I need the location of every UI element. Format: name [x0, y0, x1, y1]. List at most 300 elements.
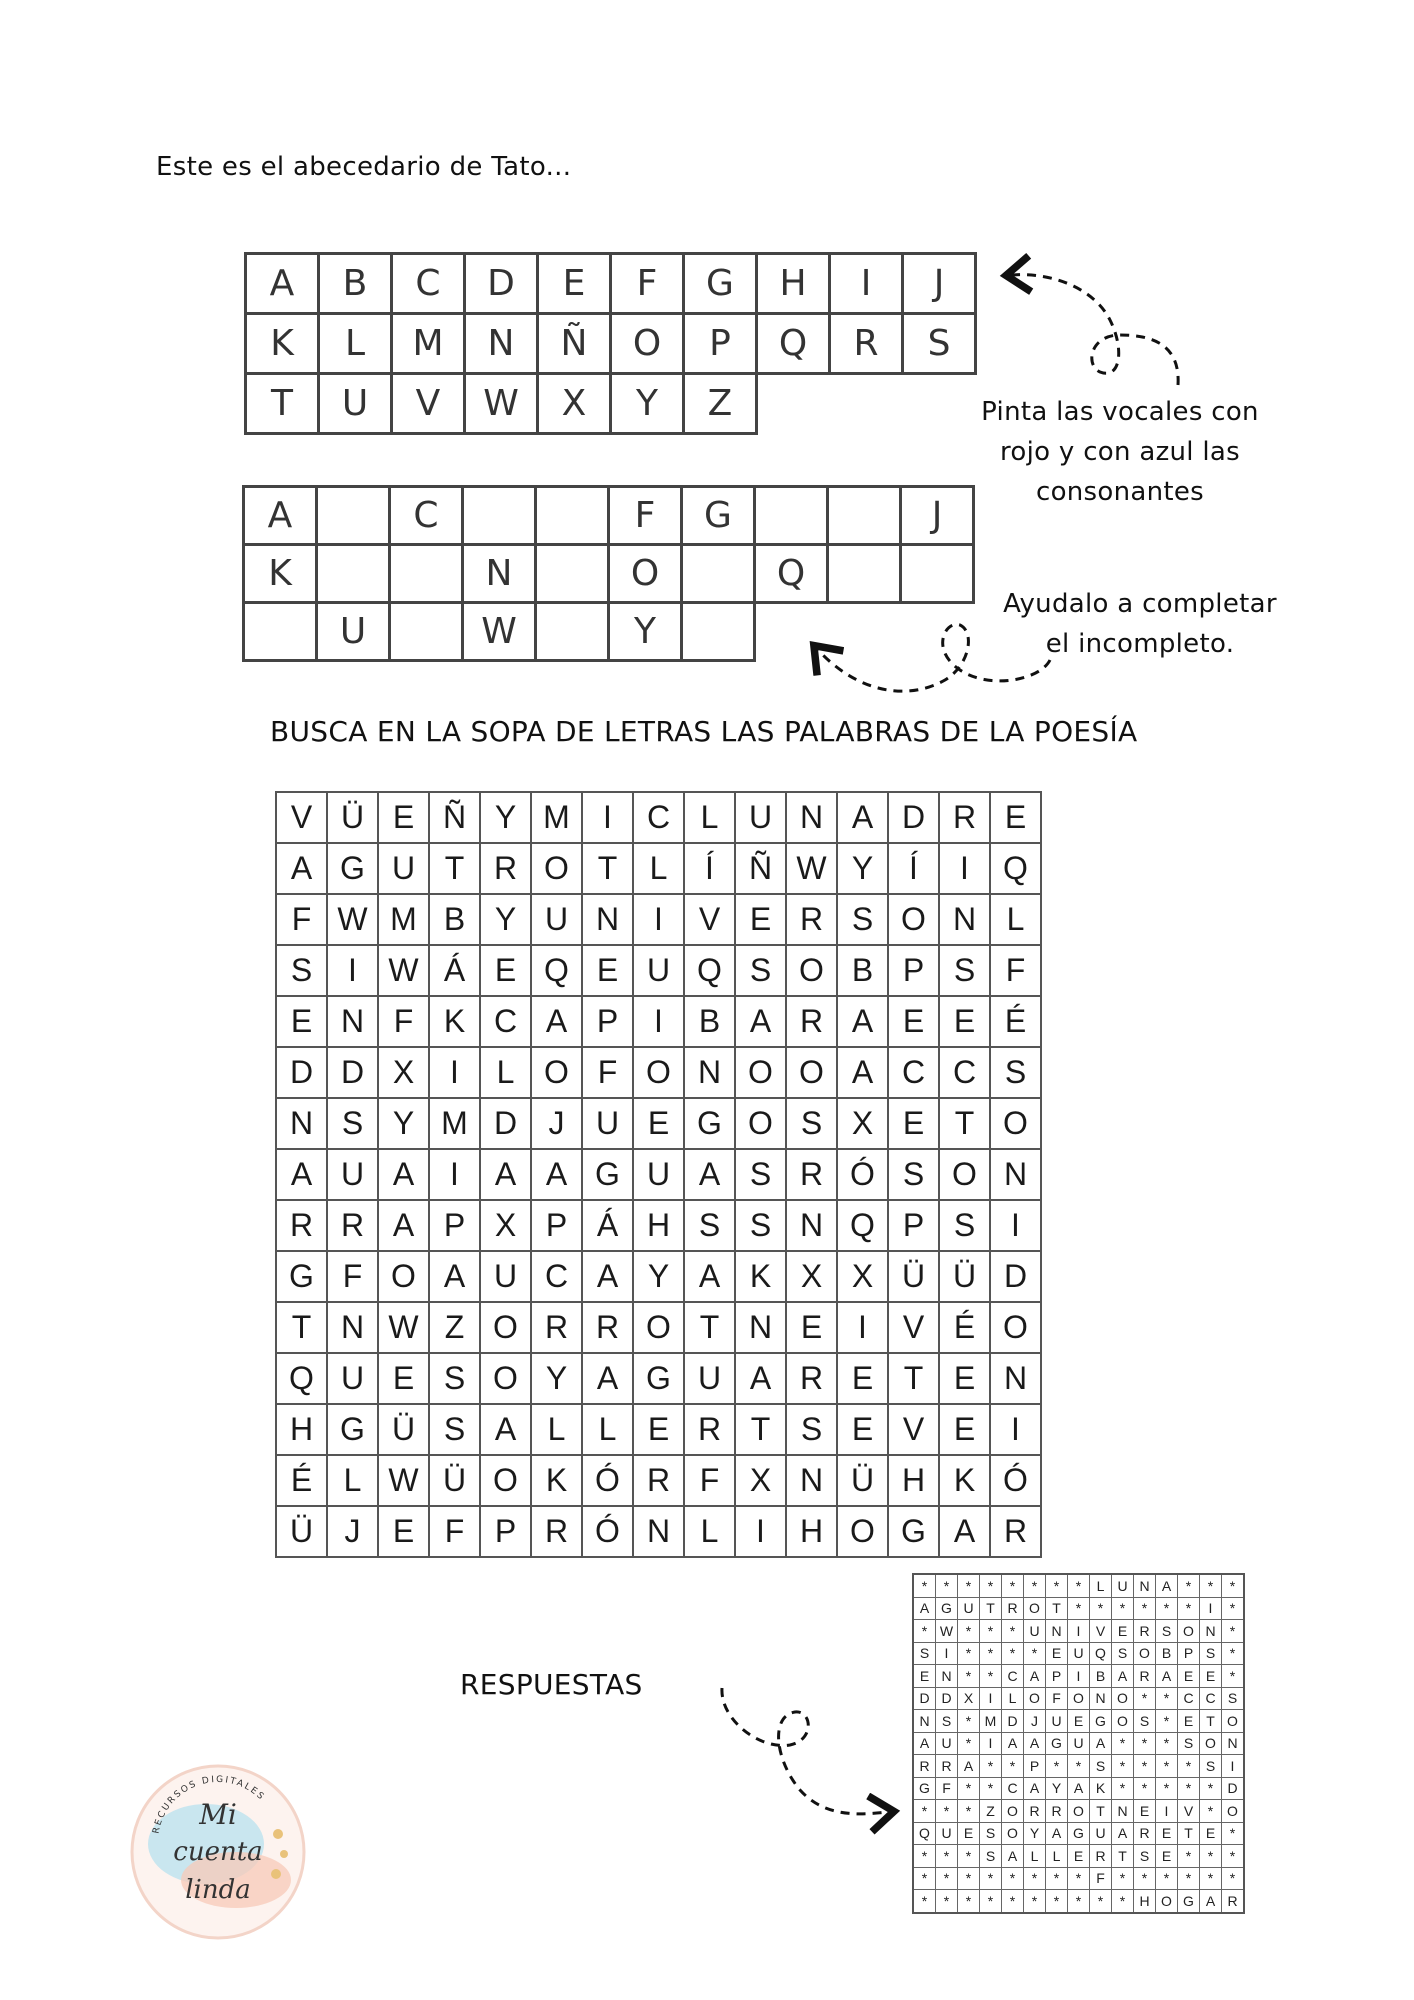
- letter-cell: O: [786, 945, 837, 996]
- letter-cell: N: [990, 1149, 1041, 1200]
- answer-cell: *: [1046, 1890, 1068, 1913]
- letter-cell: Q: [990, 843, 1041, 894]
- letter-cell: Q: [837, 1200, 888, 1251]
- letter-cell: N: [327, 1302, 378, 1353]
- letter-cell: N: [582, 894, 633, 945]
- answers-label: RESPUESTAS: [460, 1668, 643, 1701]
- answer-cell: T: [1046, 1597, 1068, 1620]
- answer-cell: A: [1112, 1822, 1134, 1845]
- answer-cell: *: [958, 1665, 980, 1688]
- answer-cell: *: [1068, 1867, 1090, 1890]
- letter-cell: E: [888, 996, 939, 1047]
- answer-cell: U: [1068, 1642, 1090, 1665]
- answer-cell: U: [1046, 1710, 1068, 1733]
- arrow-to-incomplete-icon: [818, 624, 1050, 691]
- answer-cell: M: [980, 1710, 1002, 1733]
- letter-cell: Ü: [429, 1455, 480, 1506]
- letter-cell: I: [735, 1506, 786, 1557]
- answer-cell: W: [936, 1620, 958, 1643]
- answer-cell: A: [1002, 1845, 1024, 1868]
- answer-cell: C: [1178, 1687, 1200, 1710]
- letter-cell: S: [837, 894, 888, 945]
- alphabet-cell: K: [246, 314, 319, 374]
- letter-cell: X: [735, 1455, 786, 1506]
- answer-cell: E: [913, 1665, 936, 1688]
- letter-cell: A: [276, 1149, 327, 1200]
- answer-cell: E: [1178, 1710, 1200, 1733]
- answer-cell: U: [936, 1732, 958, 1755]
- answer-cell: *: [1156, 1597, 1178, 1620]
- letter-cell: U: [327, 1353, 378, 1404]
- letter-cell: U: [327, 1149, 378, 1200]
- answer-cell: *: [1002, 1574, 1024, 1597]
- answer-cell: N: [1046, 1620, 1068, 1643]
- alphabet-cell: A: [246, 254, 319, 314]
- letter-cell: Ó: [582, 1455, 633, 1506]
- answer-cell: N: [1134, 1574, 1156, 1597]
- answer-cell: *: [936, 1867, 958, 1890]
- letter-cell: A: [837, 792, 888, 843]
- answer-cell: *: [913, 1867, 936, 1890]
- letter-cell: N: [786, 792, 837, 843]
- alphabet-blank-cell: C: [390, 487, 463, 545]
- answer-cell: I: [1222, 1755, 1245, 1778]
- letter-cell: O: [531, 843, 582, 894]
- letter-cell: O: [990, 1302, 1041, 1353]
- letter-cell: R: [786, 1353, 837, 1404]
- letter-cell: V: [888, 1404, 939, 1455]
- letter-cell: X: [786, 1251, 837, 1302]
- answer-cell: H: [1134, 1890, 1156, 1913]
- alphabet-blank-cell: N: [463, 545, 536, 603]
- letter-cell: R: [531, 1506, 582, 1557]
- answer-cell: U: [1090, 1822, 1112, 1845]
- letter-cell: Z: [429, 1302, 480, 1353]
- letter-cell: I: [633, 894, 684, 945]
- letter-cell: N: [276, 1098, 327, 1149]
- letter-cell: E: [888, 1098, 939, 1149]
- answer-cell: O: [1134, 1642, 1156, 1665]
- answer-cell: L: [1002, 1687, 1024, 1710]
- logo-word-2: cuenta: [173, 1837, 263, 1867]
- letter-cell: R: [582, 1302, 633, 1353]
- alphabet-cell: T: [246, 374, 319, 434]
- letter-cell: E: [939, 996, 990, 1047]
- letter-cell: V: [276, 792, 327, 843]
- answer-cell: R: [936, 1755, 958, 1778]
- answer-cell: S: [1200, 1642, 1222, 1665]
- alphabet-cell: S: [903, 314, 976, 374]
- answer-cell: E: [958, 1822, 980, 1845]
- answer-cell: Y: [1024, 1822, 1046, 1845]
- letter-cell: Y: [378, 1098, 429, 1149]
- answer-cell: *: [1178, 1755, 1200, 1778]
- answer-cell: *: [1024, 1642, 1046, 1665]
- letter-cell: J: [327, 1506, 378, 1557]
- letter-cell: P: [531, 1200, 582, 1251]
- alphabet-cell: N: [465, 314, 538, 374]
- answer-cell: A: [1002, 1732, 1024, 1755]
- letter-cell: H: [276, 1404, 327, 1455]
- answer-cell: D: [913, 1687, 936, 1710]
- letter-cell: U: [480, 1251, 531, 1302]
- alphabet-blank-cell: Q: [755, 545, 828, 603]
- letter-cell: R: [276, 1200, 327, 1251]
- letter-cell: Y: [837, 843, 888, 894]
- answer-cell: E: [1134, 1800, 1156, 1823]
- letter-cell: E: [378, 1353, 429, 1404]
- letter-cell: U: [735, 792, 786, 843]
- answer-cell: *: [1002, 1867, 1024, 1890]
- letter-cell: U: [582, 1098, 633, 1149]
- answer-cell: *: [1178, 1574, 1200, 1597]
- letter-cell: F: [990, 945, 1041, 996]
- letter-cell: I: [582, 792, 633, 843]
- letter-cell: E: [276, 996, 327, 1047]
- logo-icon: [128, 1762, 308, 1942]
- answer-cell: V: [1178, 1800, 1200, 1823]
- letter-cell: T: [735, 1404, 786, 1455]
- letter-cell: N: [990, 1353, 1041, 1404]
- answer-cell: *: [1046, 1755, 1068, 1778]
- letter-cell: G: [276, 1251, 327, 1302]
- answer-cell: U: [936, 1822, 958, 1845]
- answer-cell: *: [1046, 1574, 1068, 1597]
- answer-cell: E: [1200, 1665, 1222, 1688]
- alphabet-cell: G: [684, 254, 757, 314]
- answer-cell: S: [1178, 1732, 1200, 1755]
- letter-cell: I: [990, 1404, 1041, 1455]
- answer-cell: *: [1156, 1732, 1178, 1755]
- answer-cell: F: [936, 1777, 958, 1800]
- letter-cell: K: [531, 1455, 582, 1506]
- answer-cell: Q: [913, 1822, 936, 1845]
- letter-cell: B: [837, 945, 888, 996]
- answer-cell: *: [1222, 1845, 1245, 1868]
- letter-cell: Q: [276, 1353, 327, 1404]
- answer-cell: *: [1002, 1890, 1024, 1913]
- answer-cell: *: [1156, 1710, 1178, 1733]
- answer-cell: *: [958, 1845, 980, 1868]
- letter-cell: S: [429, 1404, 480, 1455]
- answer-cell: I: [1156, 1800, 1178, 1823]
- alphabet-blank-cell: W: [463, 603, 536, 661]
- answer-cell: S: [1156, 1620, 1178, 1643]
- answer-cell: R: [1134, 1620, 1156, 1643]
- answer-cell: R: [1024, 1800, 1046, 1823]
- answer-cell: O: [1222, 1800, 1245, 1823]
- letter-cell: Y: [633, 1251, 684, 1302]
- letter-cell: Ü: [837, 1455, 888, 1506]
- letter-cell: W: [327, 894, 378, 945]
- answer-cell: G: [1178, 1890, 1200, 1913]
- answer-cell: A: [1024, 1732, 1046, 1755]
- answer-cell: *: [958, 1777, 980, 1800]
- letter-cell: R: [327, 1200, 378, 1251]
- instruction-complete-line: el incompleto.: [1045, 629, 1235, 659]
- letter-cell: X: [480, 1200, 531, 1251]
- answer-cell: *: [913, 1890, 936, 1913]
- letter-cell: Ü: [939, 1251, 990, 1302]
- answer-cell: O: [1178, 1620, 1200, 1643]
- arrow-to-answers-icon: [722, 1688, 888, 1814]
- answer-cell: E: [1200, 1822, 1222, 1845]
- letter-cell: L: [480, 1047, 531, 1098]
- answer-cell: N: [1222, 1732, 1245, 1755]
- letter-cell: E: [735, 894, 786, 945]
- answer-cell: G: [1046, 1732, 1068, 1755]
- answer-cell: *: [1200, 1777, 1222, 1800]
- answer-cell: C: [1200, 1687, 1222, 1710]
- answer-cell: O: [1002, 1822, 1024, 1845]
- answer-cell: A: [1068, 1777, 1090, 1800]
- answer-cell: *: [1178, 1597, 1200, 1620]
- letter-cell: M: [429, 1098, 480, 1149]
- instruction-paint-line: consonantes: [1035, 477, 1205, 507]
- letter-cell: R: [786, 894, 837, 945]
- letter-cell: E: [837, 1404, 888, 1455]
- letter-cell: C: [939, 1047, 990, 1098]
- letter-cell: T: [582, 843, 633, 894]
- alphabet-cell: B: [319, 254, 392, 314]
- letter-cell: E: [378, 1506, 429, 1557]
- letter-cell: G: [327, 843, 378, 894]
- answer-cell: A: [1156, 1574, 1178, 1597]
- answer-cell: *: [1112, 1867, 1134, 1890]
- answer-cell: *: [1222, 1665, 1245, 1688]
- letter-cell: L: [684, 1506, 735, 1557]
- answer-cell: *: [913, 1574, 936, 1597]
- letter-cell: L: [531, 1404, 582, 1455]
- alphabet-cell: D: [465, 254, 538, 314]
- answer-cell: *: [1112, 1755, 1134, 1778]
- letter-cell: Ü: [888, 1251, 939, 1302]
- alphabet-cell: U: [319, 374, 392, 434]
- letter-cell: R: [786, 996, 837, 1047]
- answer-cell: I: [936, 1642, 958, 1665]
- answer-cell: A: [1024, 1665, 1046, 1688]
- letter-cell: U: [531, 894, 582, 945]
- letter-cell: V: [888, 1302, 939, 1353]
- answer-cell: T: [1200, 1710, 1222, 1733]
- letter-cell: E: [939, 1353, 990, 1404]
- instruction-paint-line: rojo y con azul las: [1000, 437, 1240, 467]
- instruction-complete-line: Ayudalo a completar: [1003, 589, 1277, 619]
- letter-cell: O: [837, 1506, 888, 1557]
- answer-cell: E: [1156, 1822, 1178, 1845]
- answer-cell: S: [936, 1710, 958, 1733]
- alphabet-cell: F: [611, 254, 684, 314]
- answer-cell: F: [1090, 1867, 1112, 1890]
- answer-cell: S: [1222, 1687, 1245, 1710]
- answer-cell: *: [980, 1642, 1002, 1665]
- letter-cell: X: [837, 1098, 888, 1149]
- letter-cell: A: [531, 1149, 582, 1200]
- answer-cell: I: [980, 1732, 1002, 1755]
- answer-cell: *: [980, 1777, 1002, 1800]
- letter-cell: I: [633, 996, 684, 1047]
- answer-cell: R: [1134, 1822, 1156, 1845]
- answer-cell: *: [936, 1800, 958, 1823]
- letter-cell: W: [786, 843, 837, 894]
- instruction-paint-line: Pinta las vocales con: [981, 397, 1259, 427]
- answer-cell: *: [1068, 1597, 1090, 1620]
- letter-cell: O: [939, 1149, 990, 1200]
- answer-cell: *: [1156, 1867, 1178, 1890]
- letter-cell: G: [327, 1404, 378, 1455]
- letter-cell: S: [735, 1200, 786, 1251]
- alphabet-cell: J: [903, 254, 976, 314]
- letter-cell: D: [990, 1251, 1041, 1302]
- answer-cell: T: [1090, 1800, 1112, 1823]
- answer-cell: I: [1068, 1665, 1090, 1688]
- letter-cell: G: [888, 1506, 939, 1557]
- letter-cell: S: [786, 1098, 837, 1149]
- answer-cell: *: [936, 1574, 958, 1597]
- alphabet-cell: Z: [684, 374, 757, 434]
- letter-cell: D: [276, 1047, 327, 1098]
- answer-cell: *: [1090, 1890, 1112, 1913]
- answer-cell: *: [980, 1867, 1002, 1890]
- letter-cell: E: [990, 792, 1041, 843]
- answer-cell: *: [1134, 1777, 1156, 1800]
- letter-cell: W: [378, 1302, 429, 1353]
- letter-cell: U: [684, 1353, 735, 1404]
- answer-cell: S: [1112, 1642, 1134, 1665]
- letter-cell: O: [480, 1302, 531, 1353]
- letter-cell: Y: [480, 792, 531, 843]
- alphabet-cell: R: [830, 314, 903, 374]
- letter-cell: N: [684, 1047, 735, 1098]
- answer-cell: *: [1200, 1845, 1222, 1868]
- letter-cell: É: [990, 996, 1041, 1047]
- alphabet-cell: P: [684, 314, 757, 374]
- answer-cell: R: [1090, 1845, 1112, 1868]
- letter-cell: Y: [480, 894, 531, 945]
- answer-cell: A: [1090, 1732, 1112, 1755]
- answer-cell: A: [1046, 1822, 1068, 1845]
- letter-cell: A: [429, 1251, 480, 1302]
- letter-cell: E: [633, 1098, 684, 1149]
- answer-cell: *: [1134, 1755, 1156, 1778]
- letter-cell: L: [990, 894, 1041, 945]
- letter-cell: A: [276, 843, 327, 894]
- letter-cell: G: [633, 1353, 684, 1404]
- answer-cell: O: [1156, 1890, 1178, 1913]
- letter-cell: G: [582, 1149, 633, 1200]
- answer-cell: R: [1134, 1665, 1156, 1688]
- letter-cell: I: [429, 1149, 480, 1200]
- answer-cell: *: [1112, 1890, 1134, 1913]
- alphabet-cell: H: [757, 254, 830, 314]
- answer-cell: N: [1090, 1687, 1112, 1710]
- letter-cell: P: [429, 1200, 480, 1251]
- letter-cell: W: [378, 1455, 429, 1506]
- letter-cell: Ó: [582, 1506, 633, 1557]
- answer-cell: *: [1024, 1574, 1046, 1597]
- letter-cell: D: [327, 1047, 378, 1098]
- letter-cell: H: [633, 1200, 684, 1251]
- letter-cell: X: [837, 1251, 888, 1302]
- letter-cell: Ü: [327, 792, 378, 843]
- answer-cell: *: [1046, 1867, 1068, 1890]
- answer-cell: *: [958, 1620, 980, 1643]
- letter-cell: Ó: [837, 1149, 888, 1200]
- answer-cell: C: [1002, 1777, 1024, 1800]
- answer-cell: *: [1178, 1867, 1200, 1890]
- letter-cell: T: [939, 1098, 990, 1149]
- alphabet-cell: W: [465, 374, 538, 434]
- letter-cell: O: [990, 1098, 1041, 1149]
- letter-cell: Y: [531, 1353, 582, 1404]
- letter-cell: N: [327, 996, 378, 1047]
- alphabet-blank-cell: G: [682, 487, 755, 545]
- letter-cell: U: [633, 945, 684, 996]
- answer-cell: L: [1024, 1845, 1046, 1868]
- answer-cell: *: [958, 1890, 980, 1913]
- answer-cell: I: [980, 1687, 1002, 1710]
- letter-cell: Ñ: [735, 843, 786, 894]
- letter-cell: T: [888, 1353, 939, 1404]
- letter-cell: I: [429, 1047, 480, 1098]
- letter-cell: O: [633, 1302, 684, 1353]
- answer-cell: E: [1068, 1710, 1090, 1733]
- alphabet-blank-cell: U: [317, 603, 390, 661]
- answer-cell: V: [1090, 1620, 1112, 1643]
- letter-cell: O: [480, 1455, 531, 1506]
- letter-cell: F: [276, 894, 327, 945]
- answer-cell: *: [1200, 1574, 1222, 1597]
- answer-cell: A: [1200, 1890, 1222, 1913]
- letter-cell: C: [531, 1251, 582, 1302]
- letter-cell: K: [735, 1251, 786, 1302]
- letter-cell: U: [378, 843, 429, 894]
- letter-cell: A: [378, 1200, 429, 1251]
- answer-cell: L: [1046, 1845, 1068, 1868]
- letter-cell: E: [837, 1353, 888, 1404]
- letter-cell: A: [837, 996, 888, 1047]
- letter-cell: E: [939, 1404, 990, 1455]
- letter-cell: L: [582, 1404, 633, 1455]
- answer-cell: G: [913, 1777, 936, 1800]
- answer-cell: S: [1134, 1710, 1156, 1733]
- answer-cell: *: [936, 1845, 958, 1868]
- letter-cell: R: [990, 1506, 1041, 1557]
- answer-cell: *: [1222, 1642, 1245, 1665]
- answer-cell: *: [1134, 1687, 1156, 1710]
- answer-cell: *: [1112, 1777, 1134, 1800]
- answer-cell: *: [1156, 1755, 1178, 1778]
- answer-cell: X: [958, 1687, 980, 1710]
- letter-cell: K: [939, 1455, 990, 1506]
- letter-cell: S: [735, 1149, 786, 1200]
- answer-cell: *: [913, 1620, 936, 1643]
- answer-cell: E: [1068, 1845, 1090, 1868]
- letter-cell: T: [276, 1302, 327, 1353]
- letter-cell: X: [378, 1047, 429, 1098]
- letter-cell: F: [429, 1506, 480, 1557]
- letter-cell: O: [531, 1047, 582, 1098]
- answer-cell: *: [1200, 1800, 1222, 1823]
- letter-cell: P: [582, 996, 633, 1047]
- letter-cell: A: [735, 1353, 786, 1404]
- answer-cell: B: [1156, 1642, 1178, 1665]
- answer-cell: D: [1002, 1710, 1024, 1733]
- answer-cell: Y: [1046, 1777, 1068, 1800]
- letter-cell: O: [786, 1047, 837, 1098]
- alphabet-cell: M: [392, 314, 465, 374]
- alphabet-cell: C: [392, 254, 465, 314]
